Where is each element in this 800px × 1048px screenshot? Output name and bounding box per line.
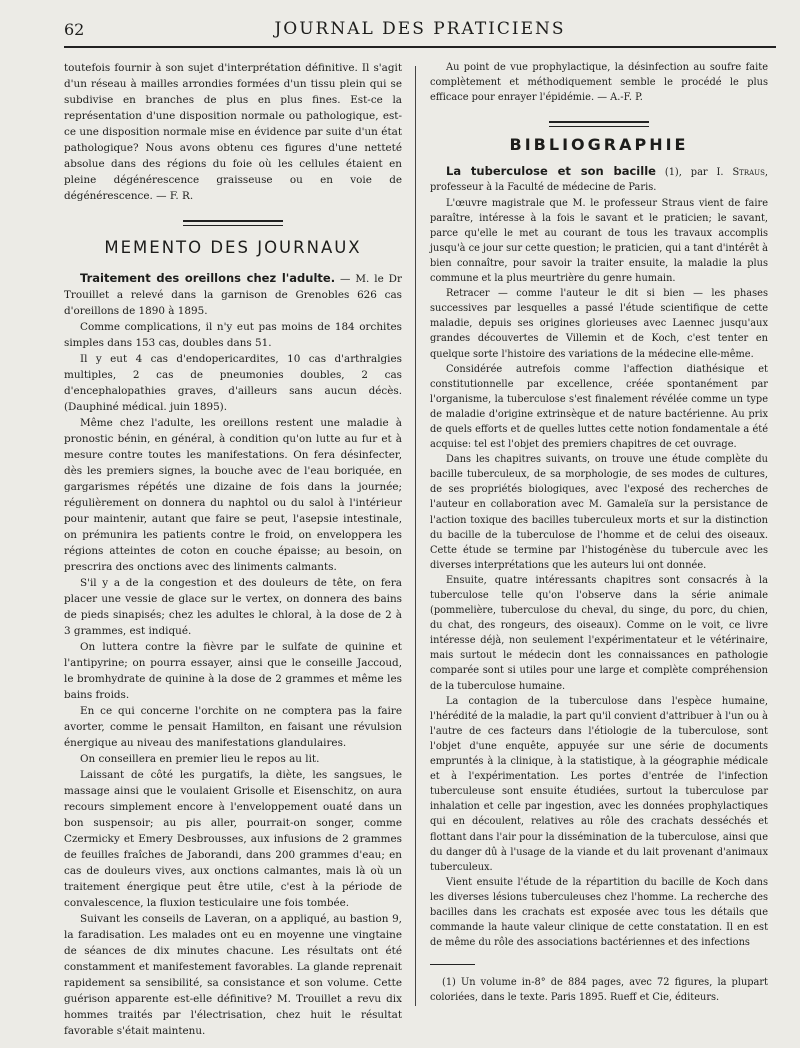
header-rule xyxy=(64,46,776,48)
running-header xyxy=(64,18,776,42)
page-number: 62 xyxy=(64,20,85,39)
right-column xyxy=(430,60,768,1005)
paragraph: Il y eut 4 cas d'endopericardites, 10 cas d'arthralgies multiples, 2 cas de pneumonies doubles, 2 cas d'encephalopathies graves, d'ailleurs sans aucun décès. (Dauphiné médical. juin 1895). xyxy=(64,353,402,413)
section-ornament-rule xyxy=(549,121,649,127)
paragraph: Ensuite, quatre intéressants chapitres sont consacrés à la tuberculose telle qu'on l'observe dans la série animale (pommelière, tuberculose du cheval, du singe, du porc, du chien, du chat, des rongeurs, des oiseaux). Comme on le voit, ce livre intéresse déjà, non seulement l'expérimentateur et le vétérinaire, mais surtout le médecin dont les connaissances en pathologie comparée sont si utiles pour une large et complète compréhension de la tuberculose humaine. xyxy=(430,574,768,692)
journal-title: JOURNAL DES PRATICIENS xyxy=(274,19,566,39)
footnote xyxy=(430,975,768,1005)
right-intro-paragraph: Au point de vue prophylactique, la désinfection au soufre faite complètement et méthodiquement semble le procédé le plus efficace pour enrayer l'épidémie. — A.-F. P. xyxy=(430,62,768,104)
paragraph: Considérée autrefois comme l'affection diathésique et constitutionnelle par excellence, créée spontanément par l'organisme, la tuberculose s'est finalement révélée comme un type de maladie d'origine extrinsèque et de nature bactérienne. Au prix de quels efforts et de quelles luttes cette notion fondamentale a été acquise: tel est l'objet des premiers chapitres de cet ouvrage. xyxy=(430,363,768,451)
left-column xyxy=(64,60,402,1039)
paragraph: Retracer — comme l'auteur le dit si bien — les phases successives par lesquelles a passé l'étude scientifique de cette maladie, depuis ses origines glorieuses avec Laennec jusqu'aux grandes découvertes de Villemin et de Koch, c'est tenter en quelque sorte l'histoire des variations de la médecine elle-même. xyxy=(430,288,768,360)
article-first-paragraph xyxy=(64,270,402,319)
paragraph: En ce qui concerne l'orchite on ne comptera pas la faire avorter, comme le pensait Hamilton, en faisant une révulsion énergique au niveau des manifestations glandulaires. xyxy=(64,705,402,749)
paragraph: L'œuvre magistrale que M. le professeur Straus vient de faire paraître, intéresse à la fois le savant et le praticien; le savant, parce qu'elle le met au courant de tous les travaux accomplis jusqu'à ce jour sur cette question; le praticien, qui a tant d'intérêt à bien connaître, pour savoir la traiter ensuite, la maladie la plus commune et la plus meurtrière du genre humain. xyxy=(430,197,768,285)
section-ornament-rule xyxy=(183,220,283,226)
left-intro-paragraph: toutefois fournir à son sujet d'interprétation définitive. Il s'agit d'un réseau à mailles arrondies formées d'un tissu plein qui se subdivise en branches de plus en plus fines. Est-ce la représentation d'une disposition normale ou pathologique, est-ce une disposition normale mise en évidence par suite d'un état pathologique? Nous avons obtenu ces figures d'une netteté absolue dans des régions du foie où les cellules étaient en pleine dégénérescence graisseuse ou en voie de dégénérescence. — F. R. xyxy=(64,62,402,202)
article-lead-title: Traitement des oreillons chez l'adulte. xyxy=(80,271,336,285)
book-ref-text: (1), par I. xyxy=(655,167,733,179)
paragraph: Suivant les conseils de Laveran, on a appliqué, au bastion 9, la faradisation. Les malades ont eu en moyenne une vingtaine de séances de dix minutes chacune. Les résultats ont été constamment et manifestement favorables. La glande reprenait rapidement sa sensibilité, sa consistance et son volume. Cette guérison apparente est-elle définitive? M. Trouillet a revu dix hommes traités par l'électrisation, chez huit le résultat favorable s'était maintenu. xyxy=(64,913,402,1037)
paragraph: Dans les chapitres suivants, on trouve une étude complète du bacille tuberculeux, de sa morphologie, de ses modes de cultures, de ses propriétés biologiques, avec l'exposé des recherches de l'auteur en collaboration avec M. Gamaleïa sur la persistance de l'action toxique des bacilles tuberculeux morts et sur la distinction du bacille de la tuberculose de l'homme et de celui des oiseaux. Cette étude se termine par l'histogénèse du tubercule avec les diverses interprétations que les auteurs lui ont donnée. xyxy=(430,454,768,571)
book-entry-heading xyxy=(430,164,768,195)
paragraph: On luttera contre la fièvre par le sulfate de quinine et l'antipyrine; on pourra essayer, ainsi que le conseille Jaccoud, le bromhydrate de quinine à la dose de 2 grammes et même les bains froids. xyxy=(64,641,402,701)
book-affiliation: , professeur à la Faculté de médecine de Paris. xyxy=(430,167,768,194)
section-title-bibliographie: BIBLIOGRAPHIE xyxy=(509,135,689,155)
paragraph: Vient ensuite l'étude de la répartition du bacille de Koch dans les diverses lésions tuberculeuses chez l'homme. La recherche des bacilles dans les crachats est exposée avec tous les détails que commande la haute valeur clinique de cette constatation. Il en est de même du rôle des associations bactériennes et des infections xyxy=(430,876,768,949)
paragraph: La contagion de la tuberculose dans l'espèce humaine, l'hérédité de la maladie, la part qu'il convient d'attribuer à l'un ou à l'autre de ces facteurs dans l'étiologie de la tuberculose, sont l'objet d'une enquête, appuyée sur une série de documents empruntés à la clinique, à la statistique, à la géographie médicale et à l'expérimentation. Les portes d'entrée de l'infection tuberculeuse sont ensuite étudiées, surtout la tuberculose par inhalation et celle par ingestion, avec les données prophylactiques qui en découlent, relatives au rôle des crachats desséchés et flottant dans l'air pour la dissémination de la tuberculose, ainsi que du danger dû à l'usage de la viande et du lait provenant d'animaux tuberculeux. xyxy=(430,695,768,873)
paragraph: S'il y a de la congestion et des douleurs de tête, on fera placer une vessie de glace sur le vertex, on donnera des bains de pieds sinapisés; chez les adultes le chloral, à la dose de 2 à 3 grammes, est indiqué. xyxy=(64,577,402,637)
paragraph: Comme complications, il n'y eut pas moins de 184 orchites simples dans 153 cas, doubles dans 51. xyxy=(64,321,402,349)
section-title-memento: MEMENTO DES JOURNAUX xyxy=(104,238,362,257)
paragraph: Même chez l'adulte, les oreillons restent une maladie à pronostic bénin, en général, à condition qu'on lutte au fur et à mesure contre toutes les manifestations. On fera désinfecter, dès les premiers signes, la bouche avec de l'eau boriquée, en gargarismes répétés une dizaine de fois dans la journée; régulièrement on donnera du naphtol ou du salol à l'intérieur pour maintenir, autant que faire se peut, l'asepsie intestinale, on prémunira les patients contre le froid, on enveloppera les régions atteintes de coton en couche épaisse; au besoin, on prescrira des onctions avec des liniments calmants. xyxy=(64,417,402,573)
footnote-rule xyxy=(430,964,475,965)
book-title: La tuberculose et son bacille xyxy=(446,164,656,179)
paragraph: Laissant de côté les purgatifs, la diète, les sangsues, le massage ainsi que le voulaient Grisolle et Eisenschitz, on aura recours simplement encore à l'enveloppement ouaté dans un bon suspensoir; au pis aller, pourrait-on songer, comme Czermicky et Emery Desbrousses, aux infusions de 2 grammes de feuilles fraîches de Jaborandi, dans 200 grammes d'eau; en cas de douleurs vives, aux onctions calmantes, mais là où un traitement énergique peut être utile, c'est à la période de convalescence, la fluxion testiculaire une fois tombée. xyxy=(64,769,402,909)
column-separator xyxy=(415,66,416,1006)
paragraph: On conseillera en premier lieu le repos au lit. xyxy=(80,753,320,765)
article-first-text: — M. le Dr Trouillet a relevé dans la garnison de Grenobles 626 cas d'oreillons de 1890 à 1895. xyxy=(64,273,402,317)
footnote-text: (1) Un volume in-8° de 884 pages, avec 72 figures, la plupart coloriées, dans le texte. Paris 1895. Rueff et Cie, éditeurs. xyxy=(430,977,768,1004)
book-author: Straus xyxy=(732,167,765,179)
